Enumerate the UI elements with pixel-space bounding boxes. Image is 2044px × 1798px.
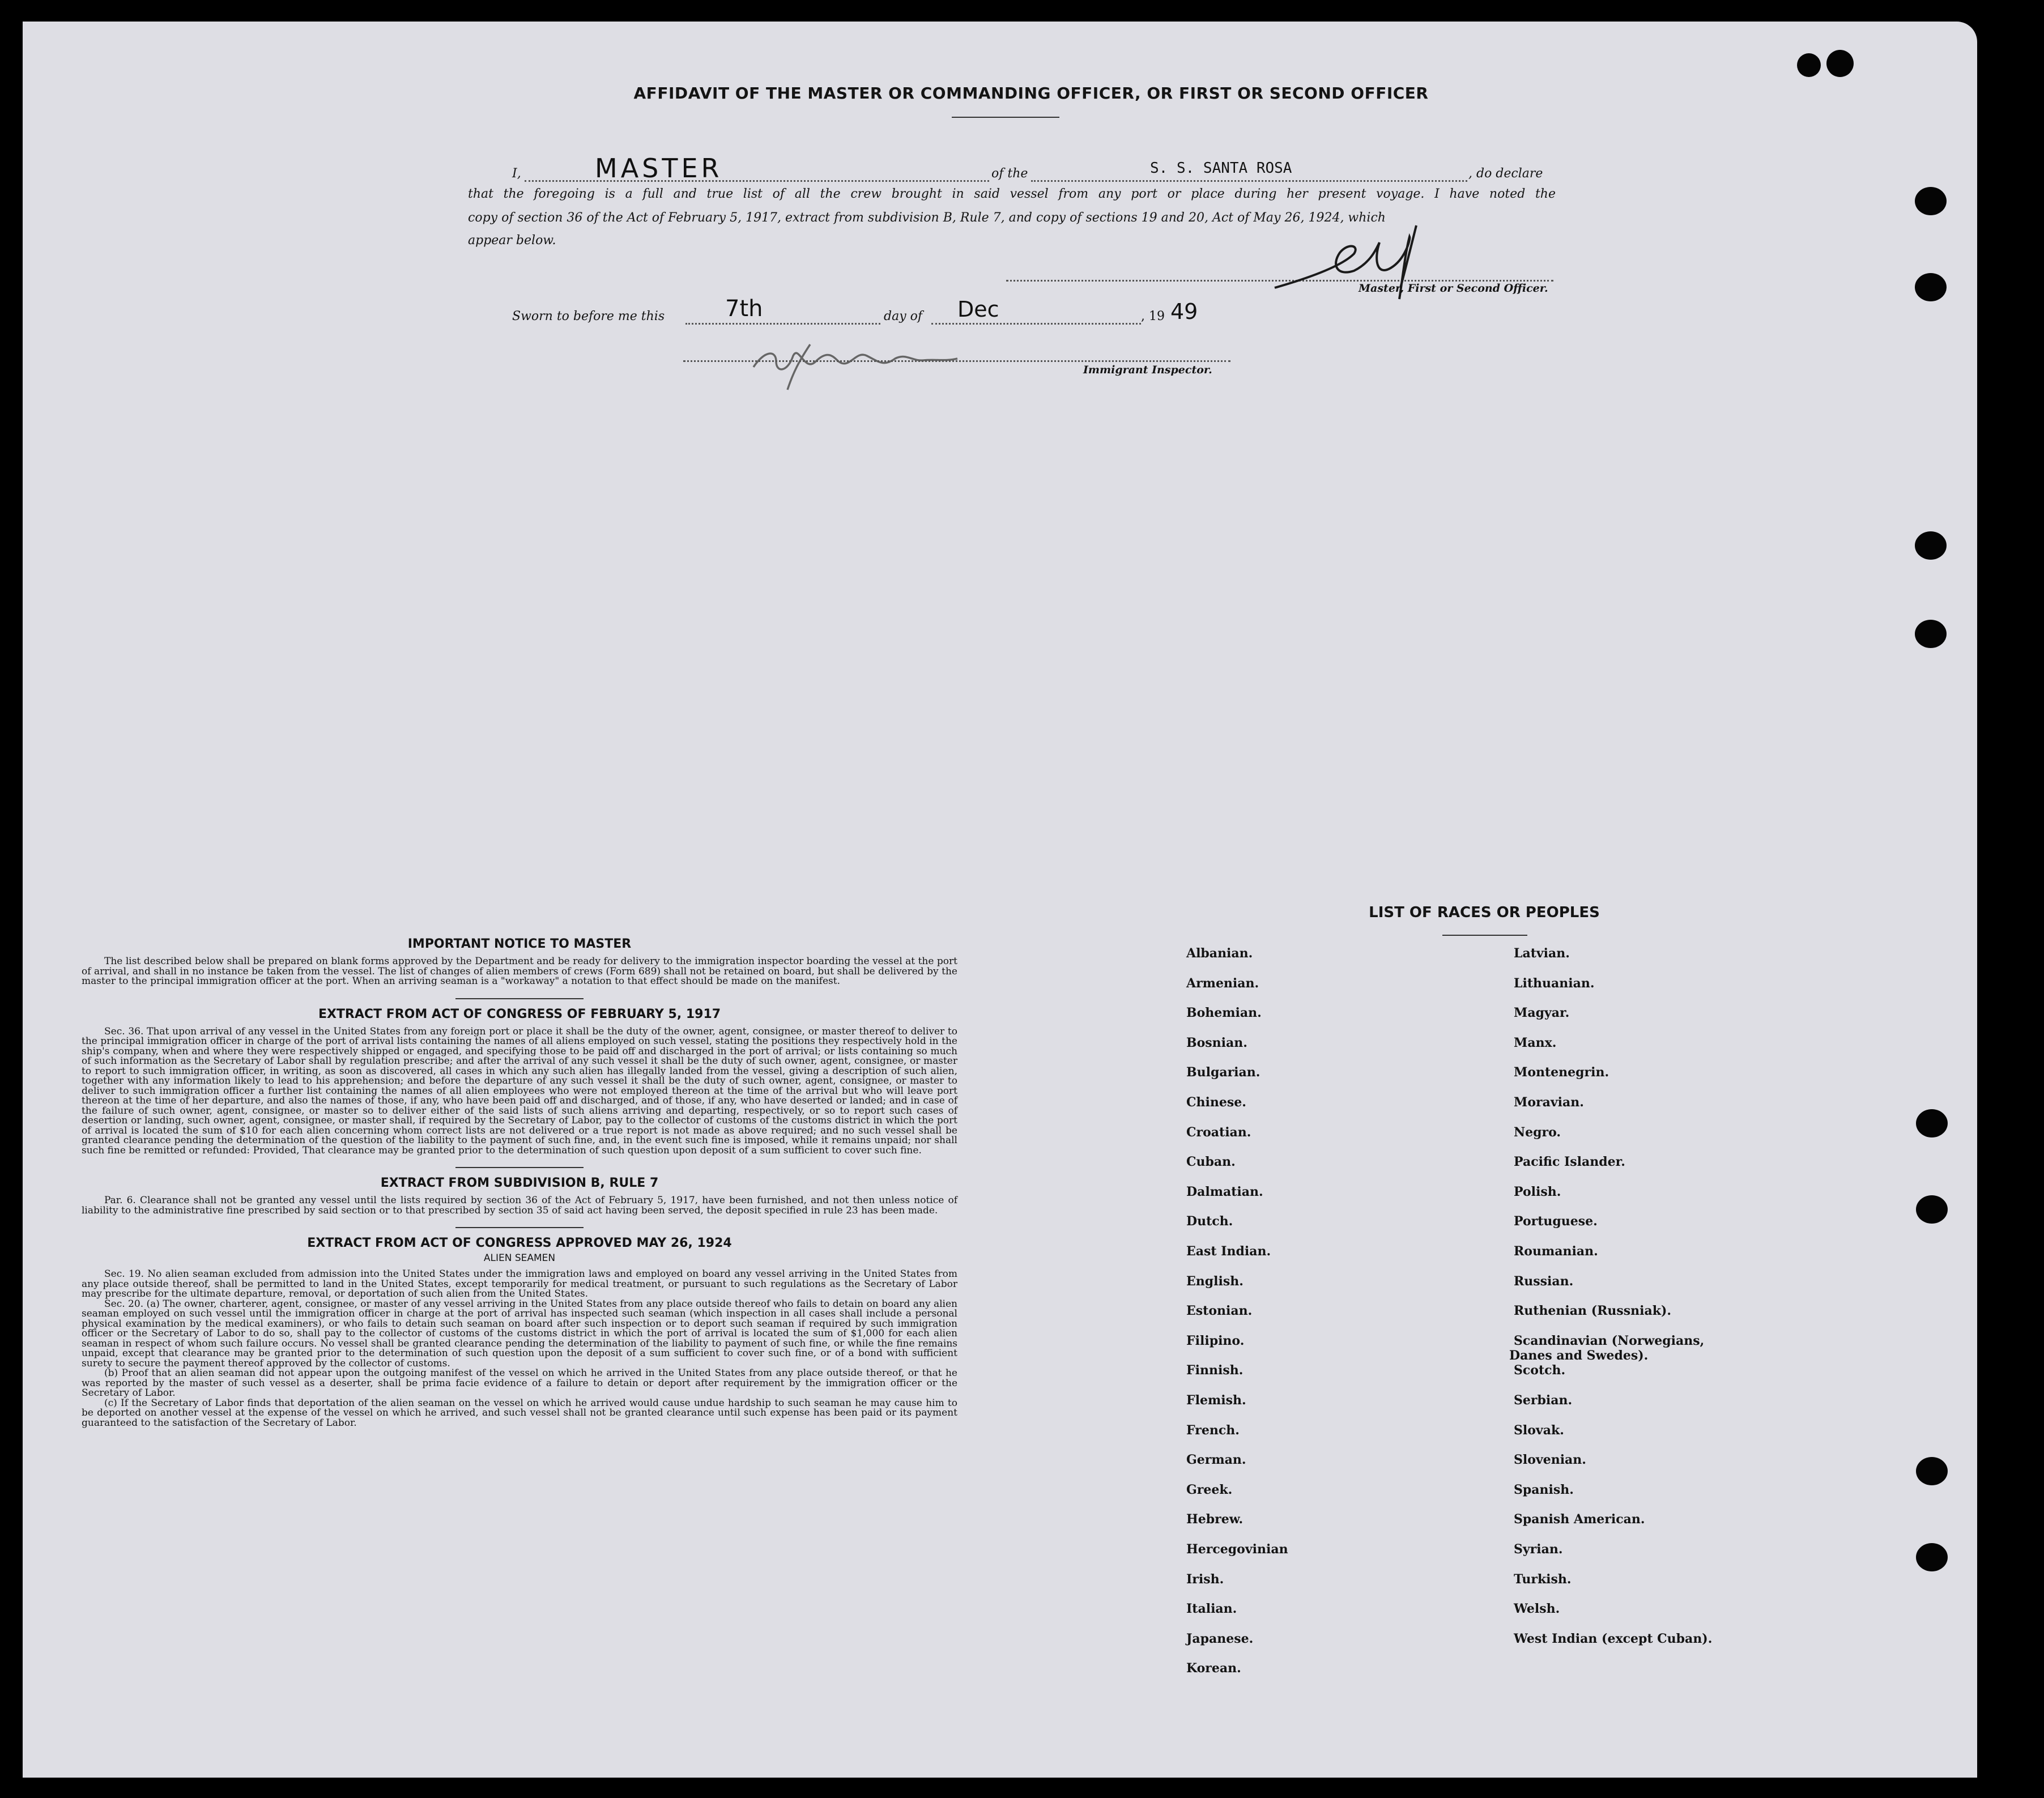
punch-hole	[1916, 1457, 1948, 1485]
punch-hole	[1826, 50, 1854, 77]
title-underline	[952, 117, 1059, 118]
extract-1924-heading: EXTRACT FROM ACT OF CONGRESS APPROVED MAY 26, 1924	[307, 1236, 732, 1250]
extract-1917-text: Sec. 36. That upon arrival of any vessel in the United States from any foreign port or place it shall be the duty of the owner, agent, consignee, or master thereof to deliver to the principal immigration officer in charge of the port of arrival lists containing the names of all aliens employed on such vessel, stating the positions they respectively hold in the ship's company, when and where they were respectively shipped or engaged, and specifying those to be paid off and discharged in the port of arrival; or lists containing so much of such information as the Secretary of Labor shall by regulation prescribe; and after the arrival of any such vessel it shall be the duty of such owner, agent, consignee, or master to report to such immigration officer, in writing, as soon as discovered, all cases in which any such alien has illegally landed from the vessel, giving a description of such alien, together with any information likely to lead to his apprehension; and before the departure of any such vessel it shall be the duty of such owner, agent, consignee, or master to deliver to such immigration officer a further list containing the names of all alien employees who were not employed thereon at the time of the arrival but who will leave port thereon at the time of her departure, and also the names of those, if any, who have been paid off and discharged, and of those, if any, who have deserted or landed; and in case of the failure of such owner, agent, consignee, or master so to deliver either of the said lists of such aliens arriving and departing, respectively, or so to report such cases of desertion or landing, such owner, agent, consignee, or master shall, if required by the Secretary of Labor, pay to the collector of customs of the customs district in which the port of arrival is located the sum of $10 for each alien concerning whom correct lists are not delivered or a true report is not made as above required; and no such vessel shall be granted clearance pending the determination of the question of the liability to the payment of such fine, and, in the event such fine is imposed, while it remains unpaid; nor shall such fine be remitted or refunded: Provided, That clearance may be granted prior to the determination of such question upon deposit of a sum sufficient to cover such fine.	[82, 1025, 957, 1156]
vessel-name-stamp: S. S. SANTA ROSA	[1150, 160, 1292, 177]
punch-hole	[1915, 620, 1947, 648]
inspector-signature-line	[683, 360, 1230, 362]
notice-heading: IMPORTANT NOTICE TO MASTER	[407, 937, 632, 951]
officer-caption: Master, First or Second Officer.	[1359, 282, 1548, 295]
punch-hole	[1916, 1195, 1948, 1224]
vessel-line	[1031, 180, 1467, 182]
race-item: English.	[1186, 1273, 1244, 1289]
race-item: Japanese.	[1186, 1631, 1254, 1646]
punch-hole	[1916, 1109, 1948, 1137]
race-item: Spanish American.	[1514, 1512, 1645, 1527]
punch-hole	[1915, 273, 1947, 301]
affidavit-line-2: copy of section 36 of the Act of February 5, 1917, extract from subdivision B, Rule 7, and copy of sections 19 and 20, Act of May 26, 1924, which	[468, 211, 1386, 225]
sec-20c-text: (c) If the Secretary of Labor finds that deportation of the alien seaman on the vessel on which he arrived would cause undue hardship to such seaman he may cause him to be deported on another vessel at the expense of the vessel on which he arrived, and such vessel shall not be granted clearance until such expense has been paid or its payment guaranteed to the satisfaction of the Secretary of Labor.	[82, 1397, 957, 1429]
race-item: Slovak.	[1514, 1422, 1564, 1438]
race-item: Dalmatian.	[1186, 1184, 1263, 1199]
race-item: Scotch.	[1514, 1363, 1566, 1378]
race-item: Magyar.	[1514, 1005, 1570, 1021]
day-of-label: day of	[884, 309, 923, 323]
punch-hole	[1916, 1543, 1948, 1571]
race-item: German.	[1186, 1452, 1246, 1468]
year-prefix: , 19	[1141, 309, 1165, 323]
day-line	[685, 323, 880, 325]
race-item: Slovenian.	[1514, 1452, 1586, 1468]
affidavit-line-3: appear below.	[468, 233, 556, 248]
race-item: Hercegovinian	[1186, 1542, 1288, 1557]
do-declare-label: , do declare	[1468, 167, 1543, 181]
left-legal-column	[82, 937, 957, 1428]
race-item: Spanish.	[1514, 1482, 1574, 1497]
race-item: Italian.	[1186, 1601, 1237, 1617]
name-line	[525, 180, 989, 182]
race-item: West Indian (except Cuban).	[1514, 1631, 1713, 1646]
affidavit-line-1: that the foregoing is a full and true list of all the crew brought in said vessel from any port or place during her present voyage. I have noted the	[468, 187, 1556, 201]
race-item: Hebrew.	[1186, 1512, 1244, 1527]
punch-hole	[1797, 53, 1821, 77]
i-prefix: I,	[512, 167, 521, 181]
name-handwritten: MASTER	[595, 153, 723, 184]
race-item: Chinese.	[1186, 1095, 1246, 1110]
races-heading-underline	[1442, 935, 1527, 936]
race-item: French.	[1186, 1422, 1240, 1438]
year-handwritten: 49	[1170, 299, 1198, 324]
race-item: Polish.	[1514, 1184, 1561, 1199]
inspector-caption: Immigrant Inspector.	[1083, 364, 1212, 376]
race-item: Irish.	[1186, 1571, 1224, 1587]
race-item: Negro.	[1514, 1124, 1561, 1140]
race-item: Syrian.	[1514, 1542, 1563, 1557]
race-item: Ruthenian (Russniak).	[1514, 1303, 1672, 1319]
extract-1917-heading: EXTRACT FROM ACT OF CONGRESS OF FEBRUARY 5, 1917	[318, 1007, 721, 1021]
race-item: Serbian.	[1514, 1393, 1573, 1408]
punch-hole	[1915, 531, 1947, 560]
race-item: Scandinavian (Norwegians,	[1514, 1333, 1705, 1348]
sec-20a-text: Sec. 20. (a) The owner, charterer, agent, consignee, or master of any vessel arriving in the United States from any place outside thereof who fails to detain on board any alien seaman employed on such vessel until the immigration officer in charge at the port of arrival has inspected such seaman (which inspection in all cases shall include a personal physical examination by the medical examiners), or who fails to detain such seaman on board after such inspection or to deport such seaman if required by such immigration officer or the Secretary of Labor to do so, shall pay to the collector of customs of the customs district in which the port of arrival is located the sum of $1,000 for each alien seaman in respect of whom such failure occurs. No vessel shall be granted clearance pending the determination of the liability to payment of such fine, or while the fine remains unpaid, except that clearance may be granted prior to the determination of such question upon the deposit of a sum sufficient to cover such fine, or of a bond with sufficient surety to secure the payment thereof approved by the collector of customs.	[82, 1298, 957, 1369]
alien-seamen-subheading: ALIEN SEAMEN	[483, 1252, 556, 1264]
day-handwritten: 7th	[725, 296, 763, 322]
race-item: Russian.	[1514, 1273, 1574, 1289]
section-divider	[455, 1227, 584, 1228]
race-item: Finnish.	[1186, 1363, 1244, 1378]
affidavit-title: AFFIDAVIT OF THE MASTER OR COMMANDING OFFICER, OR FIRST OR SECOND OFFICER	[633, 84, 1429, 103]
document-page	[23, 22, 1977, 1778]
section-divider	[455, 998, 584, 999]
notice-text: The list described below shall be prepared on blank forms approved by the Department and be ready for delivery to the immigration inspector boarding the vessel at the port of arrival, and shall in no instance be taken from the vessel. The list of changes of alien members of crews (Form 689) shall not be retained on board, but shall be delivered by the master to the principal immigration officer at the port. When an arriving seaman is a "workaway" a notation to that effect should be made on the manifest.	[82, 956, 957, 987]
month-line	[931, 323, 1141, 325]
race-item: Armenian.	[1186, 975, 1259, 991]
race-item: Pacific Islander.	[1514, 1154, 1625, 1170]
race-item: Greek.	[1186, 1482, 1233, 1497]
race-item: Lithuanian.	[1514, 975, 1595, 991]
race-item: Bulgarian.	[1186, 1065, 1261, 1080]
race-item: Roumanian.	[1514, 1244, 1598, 1259]
subdivision-b-text: Par. 6. Clearance shall not be granted any vessel until the lists required by section 36 of the Act of February 5, 1917, have been furnished, and not then unless notice of liability to the administrative fine prescribed by said section or to that prescribed by section 35 of said act having been served, the deposit specified in rule 23 has been made.	[82, 1195, 957, 1216]
race-item: Moravian.	[1514, 1095, 1584, 1110]
race-item: East Indian.	[1186, 1244, 1271, 1259]
race-item: Estonian.	[1186, 1303, 1253, 1319]
race-item: Portuguese.	[1514, 1214, 1598, 1229]
race-item: Dutch.	[1186, 1214, 1233, 1229]
month-handwritten: Dec	[957, 297, 999, 322]
races-heading: LIST OF RACES OR PEOPLES	[1369, 904, 1600, 921]
race-item: Bosnian.	[1186, 1035, 1247, 1050]
race-item: Danes and Swedes).	[1509, 1348, 1649, 1363]
sworn-label: Sworn to before me this	[512, 309, 665, 323]
of-the-label: of the	[991, 167, 1028, 181]
race-item: Latvian.	[1514, 946, 1570, 961]
punch-hole	[1915, 187, 1947, 215]
subdivision-b-heading: EXTRACT FROM SUBDIVISION B, RULE 7	[380, 1176, 659, 1190]
race-item: Cuban.	[1186, 1154, 1236, 1170]
section-divider	[455, 1167, 584, 1168]
race-item: Bohemian.	[1186, 1005, 1262, 1021]
race-item: Albanian.	[1186, 946, 1253, 961]
race-item: Welsh.	[1514, 1601, 1560, 1617]
sec-19-text: Sec. 19. No alien seaman excluded from admission into the United States under the immigration laws and employed on board any vessel arriving in the United States from any place outside thereof, shall be permitted to land in the United States, except temporarily for medical treatment, or pursuant to such regulations as the Secretary of Labor may prescribe for the ultimate departure, removal, or deportation of such alien from the United States.	[82, 1268, 957, 1299]
sec-20b-text: (b) Proof that an alien seaman did not appear upon the outgoing manifest of the vessel on which he arrived in the United States from any place outside thereof, or that he was reported by the master of such vessel as a deserter, shall be prima facie evidence of a failure to detain or deport after requirement by the immigration officer or the Secretary of Labor.	[82, 1367, 957, 1399]
race-item: Manx.	[1514, 1035, 1557, 1050]
race-item: Turkish.	[1514, 1571, 1572, 1587]
race-item: Korean.	[1186, 1661, 1241, 1676]
race-item: Flemish.	[1186, 1393, 1246, 1408]
race-item: Montenegrin.	[1514, 1065, 1609, 1080]
race-item: Croatian.	[1186, 1124, 1251, 1140]
race-item: Filipino.	[1186, 1333, 1245, 1348]
